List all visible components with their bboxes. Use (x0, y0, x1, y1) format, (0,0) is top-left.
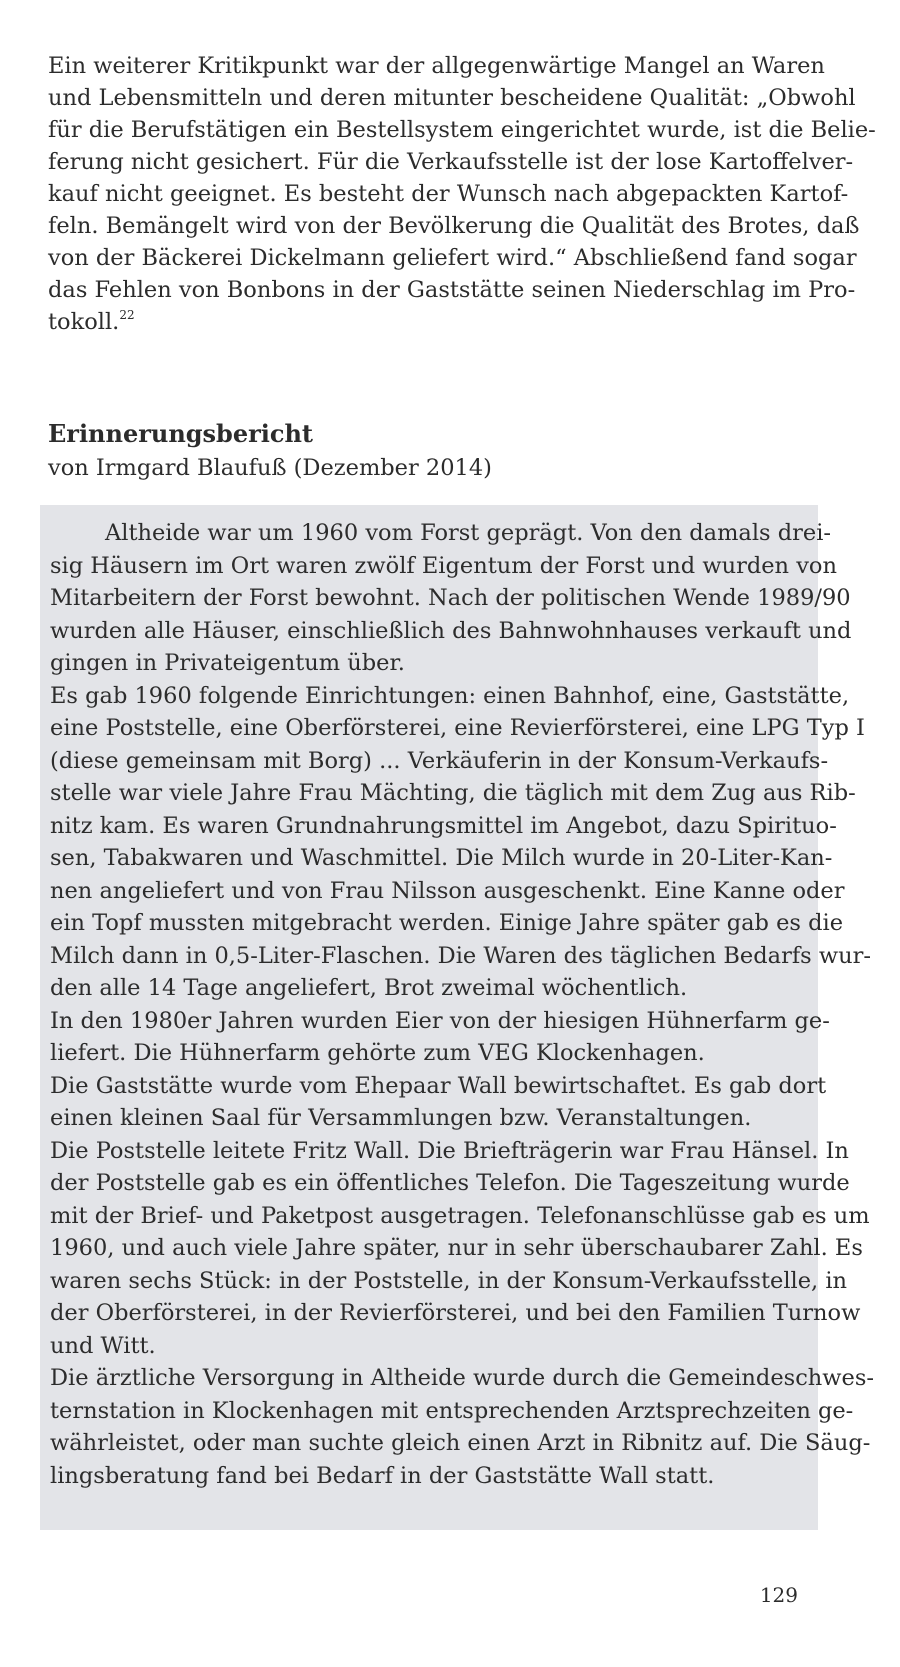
recollection-text (50, 517, 875, 1492)
text-line: eine Poststelle, eine Oberförsterei, eine Revierförsterei, eine LPG Typ I (50, 715, 865, 741)
text-line: kauf nicht geeignet. Es besteht der Wunsch nach abgepackten Kartof- (48, 181, 849, 207)
text-line: nitz kam. Es waren Grundnahrungsmittel im Angebot, dazu Spirituo- (50, 812, 837, 839)
text-line: feln. Bemängelt wird von der Bevölkerung die Qualität des Brotes, daß (48, 213, 860, 239)
text-line: Die ärztliche Versorgung in Altheide wurde durch die Gemeindeschwes- (50, 1365, 875, 1391)
text-line: stelle war viele Jahre Frau Mächting, die täglich mit dem Zug aus Rib- (50, 780, 856, 806)
text-line: ternstation in Klockenhagen mit entsprechenden Arztsprechzeiten ge- (50, 1397, 854, 1424)
text-line: Mitarbeitern der Forst bewohnt. Nach der politischen Wende 1989/90 (50, 585, 851, 611)
text-line: waren sechs Stück: in der Poststelle, in der Konsum-Verkaufsstelle, in (50, 1267, 848, 1294)
footnote-reference[interactable]: 22 (119, 308, 135, 322)
page-number: 129 (759, 1583, 798, 1607)
text-line: mit der Brief- und Paketpost ausgetragen. Telefonanschlüsse gab es um (50, 1202, 870, 1229)
text-line: währleistet, oder man suchte gleich einen Arzt in Ribnitz auf. Die Säug- (50, 1430, 871, 1456)
text-line: der Oberförsterei, in der Revierförsterei, und bei den Familien Turnow (50, 1300, 861, 1326)
text-line: lingsberatung fand bei Bedarf in der Gaststätte Wall statt. (50, 1462, 715, 1489)
text-line: nen angeliefert und von Frau Nilsson ausgeschenkt. Eine Kanne oder (50, 877, 845, 904)
section-byline: von Irmgard Blaufuß (Dezember 2014) (48, 455, 492, 481)
text-line: liefert. Die Hühnerfarm gehörte zum VEG Klockenhagen. (50, 1040, 705, 1066)
text-line: das Fehlen von Bonbons in der Gaststätte seinen Niederschlag im Pro- (48, 277, 856, 303)
text-line: für die Berufstätigen ein Bestellsystem eingerichtet wurde, ist die Belie- (48, 117, 876, 143)
text-line: Die Poststelle leitete Fritz Wall. Die Briefträgerin war Frau Hänsel. In (50, 1137, 849, 1164)
text-line: Es gab 1960 folgende Einrichtungen: einen Bahnhof, eine, Gaststätte, (50, 682, 850, 709)
section-heading: Erinnerungsbericht (48, 419, 314, 448)
text-line: In den 1980er Jahren wurden Eier von der hiesigen Hühnerfarm ge- (50, 1007, 830, 1034)
text-line: sen, Tabakwaren und Waschmittel. Die Milch wurde in 20-Liter-Kan- (50, 845, 833, 871)
text-line: gingen in Privateigentum über. (50, 650, 405, 676)
text-line: Ein weiterer Kritikpunkt war der allgegenwärtige Mangel an Waren (48, 53, 825, 79)
text-line: 1960, und auch viele Jahre später, nur in sehr überschaubarer Zahl. Es (50, 1235, 863, 1261)
text-line: wurden alle Häuser, einschließlich des Bahnwohnhauses verkauft und (50, 617, 852, 644)
text-line: der Poststelle gab es ein öffentliches Telefon. Die Tageszeitung wurde (50, 1170, 850, 1196)
text-line: (diese gemeinsam mit Borg) ... Verkäuferin in der Konsum-Verkaufs- (50, 747, 829, 774)
text-line: Milch dann in 0,5-Liter-Flaschen. Die Waren des täglichen Bedarfs wur- (50, 942, 871, 969)
text-line: sig Häusern im Ort waren zwölf Eigentum der Forst und wurden von (50, 552, 837, 579)
text-line: Altheide war um 1960 vom Forst geprägt. Von den damals drei- (105, 520, 832, 546)
text-line: Die Gaststätte wurde vom Ehepaar Wall bewirtschaftet. Es gab dort (50, 1072, 827, 1099)
recollection-box (40, 505, 875, 1530)
text-line: und Lebensmitteln und deren mitunter bescheidene Qualität: „Obwohl (48, 85, 856, 111)
intro-paragraph (48, 50, 876, 338)
text-line: den alle 14 Tage angeliefert, Brot zweimal wöchentlich. (50, 975, 688, 1001)
text-line: ferung nicht gesichert. Für die Verkaufsstelle ist der lose Kartoffelver- (48, 149, 854, 175)
text-line-content: tokoll. (48, 309, 120, 335)
text-line: einen kleinen Saal für Versammlungen bzw. Veranstaltungen. (50, 1105, 752, 1131)
text-line (48, 306, 798, 338)
text-line: und Witt. (50, 1332, 156, 1359)
text-line: von der Bäckerei Dickelmann geliefert wird.“ Abschließend fand sogar (48, 245, 857, 271)
text-line: ein Topf mussten mitgebracht werden. Einige Jahre später gab es die (50, 910, 844, 936)
